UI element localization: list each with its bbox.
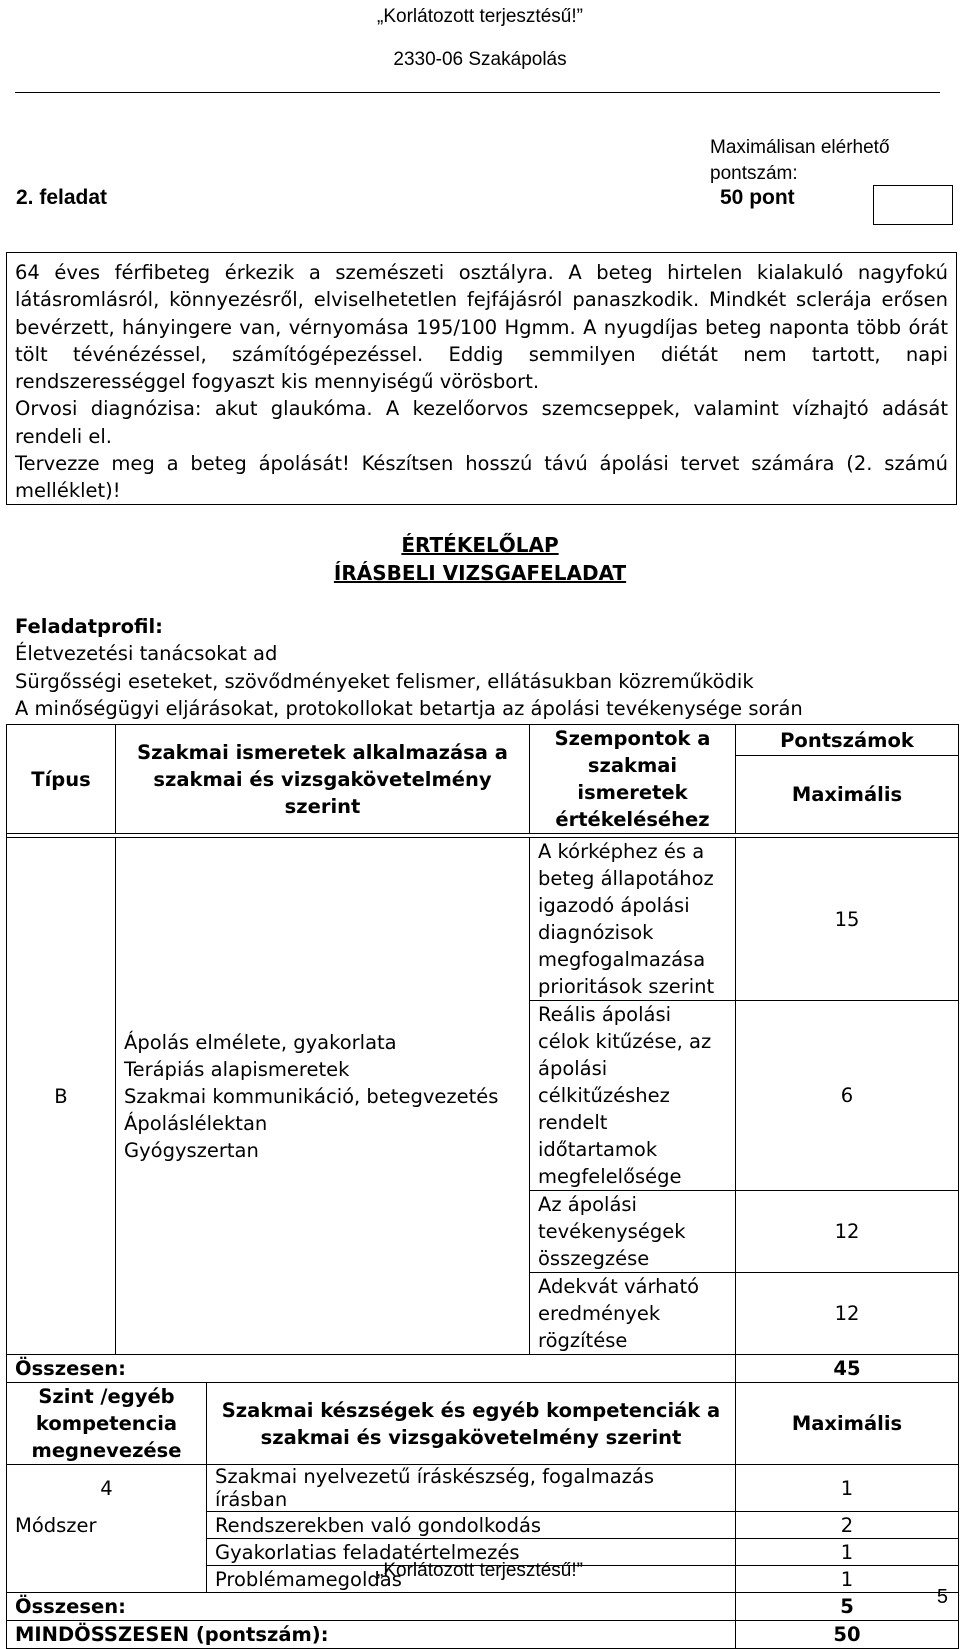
knowledge-list (116, 838, 530, 1355)
skill-text: Gyakorlatias feladatértelmezés (207, 1539, 736, 1566)
max-points-label-line1: Maximálisan elérhető (710, 137, 890, 158)
col-header-points: Pontszámok (736, 725, 959, 756)
evaluation-title-line2: ÍRÁSBELI VIZSGAFELADAT (333, 561, 627, 585)
skill-max: 1 (736, 1539, 959, 1566)
criteria-cell: A kórképhez és a beteg állapotához igazodó ápolási diagnózisok megfogalmazása prioritások szerint (530, 838, 736, 1001)
skill-max: 2 (736, 1512, 959, 1539)
knowledge-item: Ápolás elmélete, gyakorlata (124, 1030, 397, 1054)
case-description (6, 252, 957, 505)
criteria-max: 12 (736, 1273, 959, 1355)
task-points: 50 pont (720, 186, 795, 209)
subtotal1-value: 45 (736, 1355, 959, 1383)
criteria-cell: Az ápolási tevékenységek összegzése (530, 1191, 736, 1273)
type-value: B (7, 838, 116, 1355)
skill-text: Problémamegoldás (207, 1566, 736, 1593)
header-module: 2330-06 Szakápolás (393, 49, 567, 70)
header-divider (15, 92, 940, 93)
col-header-level: Szint /egyéb kompetencia megnevezése (7, 1383, 207, 1465)
case-paragraph: Orvosi diagnózisa: akut glaukóma. A kezelőorvos szemcseppek, valamint vízhajtó adását rendeli el. (15, 397, 948, 448)
skill-text: Szakmai nyelvezetű íráskészség, fogalmazás írásban (207, 1465, 736, 1512)
criteria-max: 15 (736, 838, 959, 1001)
score-entry-box[interactable] (873, 185, 953, 225)
col-header-type: Típus (7, 725, 116, 834)
evaluation-title-line1: ÉRTÉKELŐLAP (401, 533, 559, 557)
total-label: MINDÖSSZESEN (pontszám): (7, 1621, 736, 1649)
col-header-criteria: Szempontok a szakmai ismeretek értékeléséhez (530, 725, 736, 834)
knowledge-item: Gyógyszertan (124, 1138, 259, 1162)
col-header-max: Maximális (736, 756, 959, 834)
criteria-cell: Adekvát várható eredmények rögzítése (530, 1273, 736, 1355)
skill-level: Módszer (7, 1512, 207, 1539)
max-points-label (710, 135, 890, 187)
footer-restriction: „Korlátozott terjesztésű!” (377, 1560, 583, 1581)
knowledge-item: Szakmai kommunikáció, betegvezetés (124, 1084, 499, 1108)
case-paragraph: 64 éves férfibeteg érkezik a szemészeti osztályra. A beteg hirtelen kialakuló nagyfokú látásromlásról, könnyezésről, elviselhetetlen fejfájásról panaszkodik. Mindkét sclerája erősen bevérzett, hányingere van, vérnyomása 195/100 Hgmm. A nyugdíjas beteg naponta több órát tölt tévénézéssel, számítógépezéssel. Eddig semmilyen diétát nem tartott, napi rendszerességgel fogyaszt kis mennyiségű vörösbort. (15, 261, 948, 394)
criteria-max: 6 (736, 1001, 959, 1191)
col-header-knowledge: Szakmai ismeretek alkalmazása a szakmai és vizsgakövetelmény szerint (116, 725, 530, 834)
profile-item: A minőségügyi eljárásokat, protokollokat betartja az ápolási tevékenysége során (15, 696, 803, 720)
col-header-max2: Maximális (736, 1383, 959, 1465)
profile-item: Sürgősségi eseteket, szövődményeket felismer, ellátásukban közreműködik (15, 669, 754, 693)
header-restriction: „Korlátozott terjesztésű!” (377, 6, 583, 27)
page-number: 5 (936, 1586, 948, 1608)
skill-max: 1 (736, 1566, 959, 1593)
skill-max: 1 (736, 1465, 959, 1512)
max-points-label-line2: pontszám: (710, 163, 798, 184)
skill-text: Rendszerekben való gondolkodás (207, 1512, 736, 1539)
knowledge-item: Terápiás alapismeretek (124, 1057, 350, 1081)
task-title: 2. feladat (16, 186, 108, 209)
evaluation-title (0, 531, 960, 587)
task-profile (15, 613, 803, 722)
case-paragraph: Tervezze meg a beteg ápolását! Készítsen hosszú távú ápolási tervet számára (2. számú melléklet)! (15, 452, 948, 503)
criteria-max: 12 (736, 1191, 959, 1273)
knowledge-item: Ápoláslélektan (124, 1111, 268, 1135)
subtotal1-label: Összesen: (7, 1355, 736, 1383)
subtotal2-label: Összesen: (7, 1593, 736, 1621)
total-value: 50 (736, 1621, 959, 1649)
subtotal2-value: 5 (736, 1593, 959, 1621)
profile-heading: Feladatprofil: (15, 615, 163, 638)
skill-level: 4 (7, 1465, 207, 1512)
profile-item: Életvezetési tanácsokat ad (15, 642, 278, 666)
evaluation-table (6, 724, 959, 1649)
criteria-cell: Reális ápolási célok kitűzése, az ápolási célkitűzéshez rendelt időtartamok megfelelősége (530, 1001, 736, 1191)
col-header-skills: Szakmai készségek és egyéb kompetenciák a szakmai és vizsgakövetelmény szerint (207, 1383, 736, 1465)
